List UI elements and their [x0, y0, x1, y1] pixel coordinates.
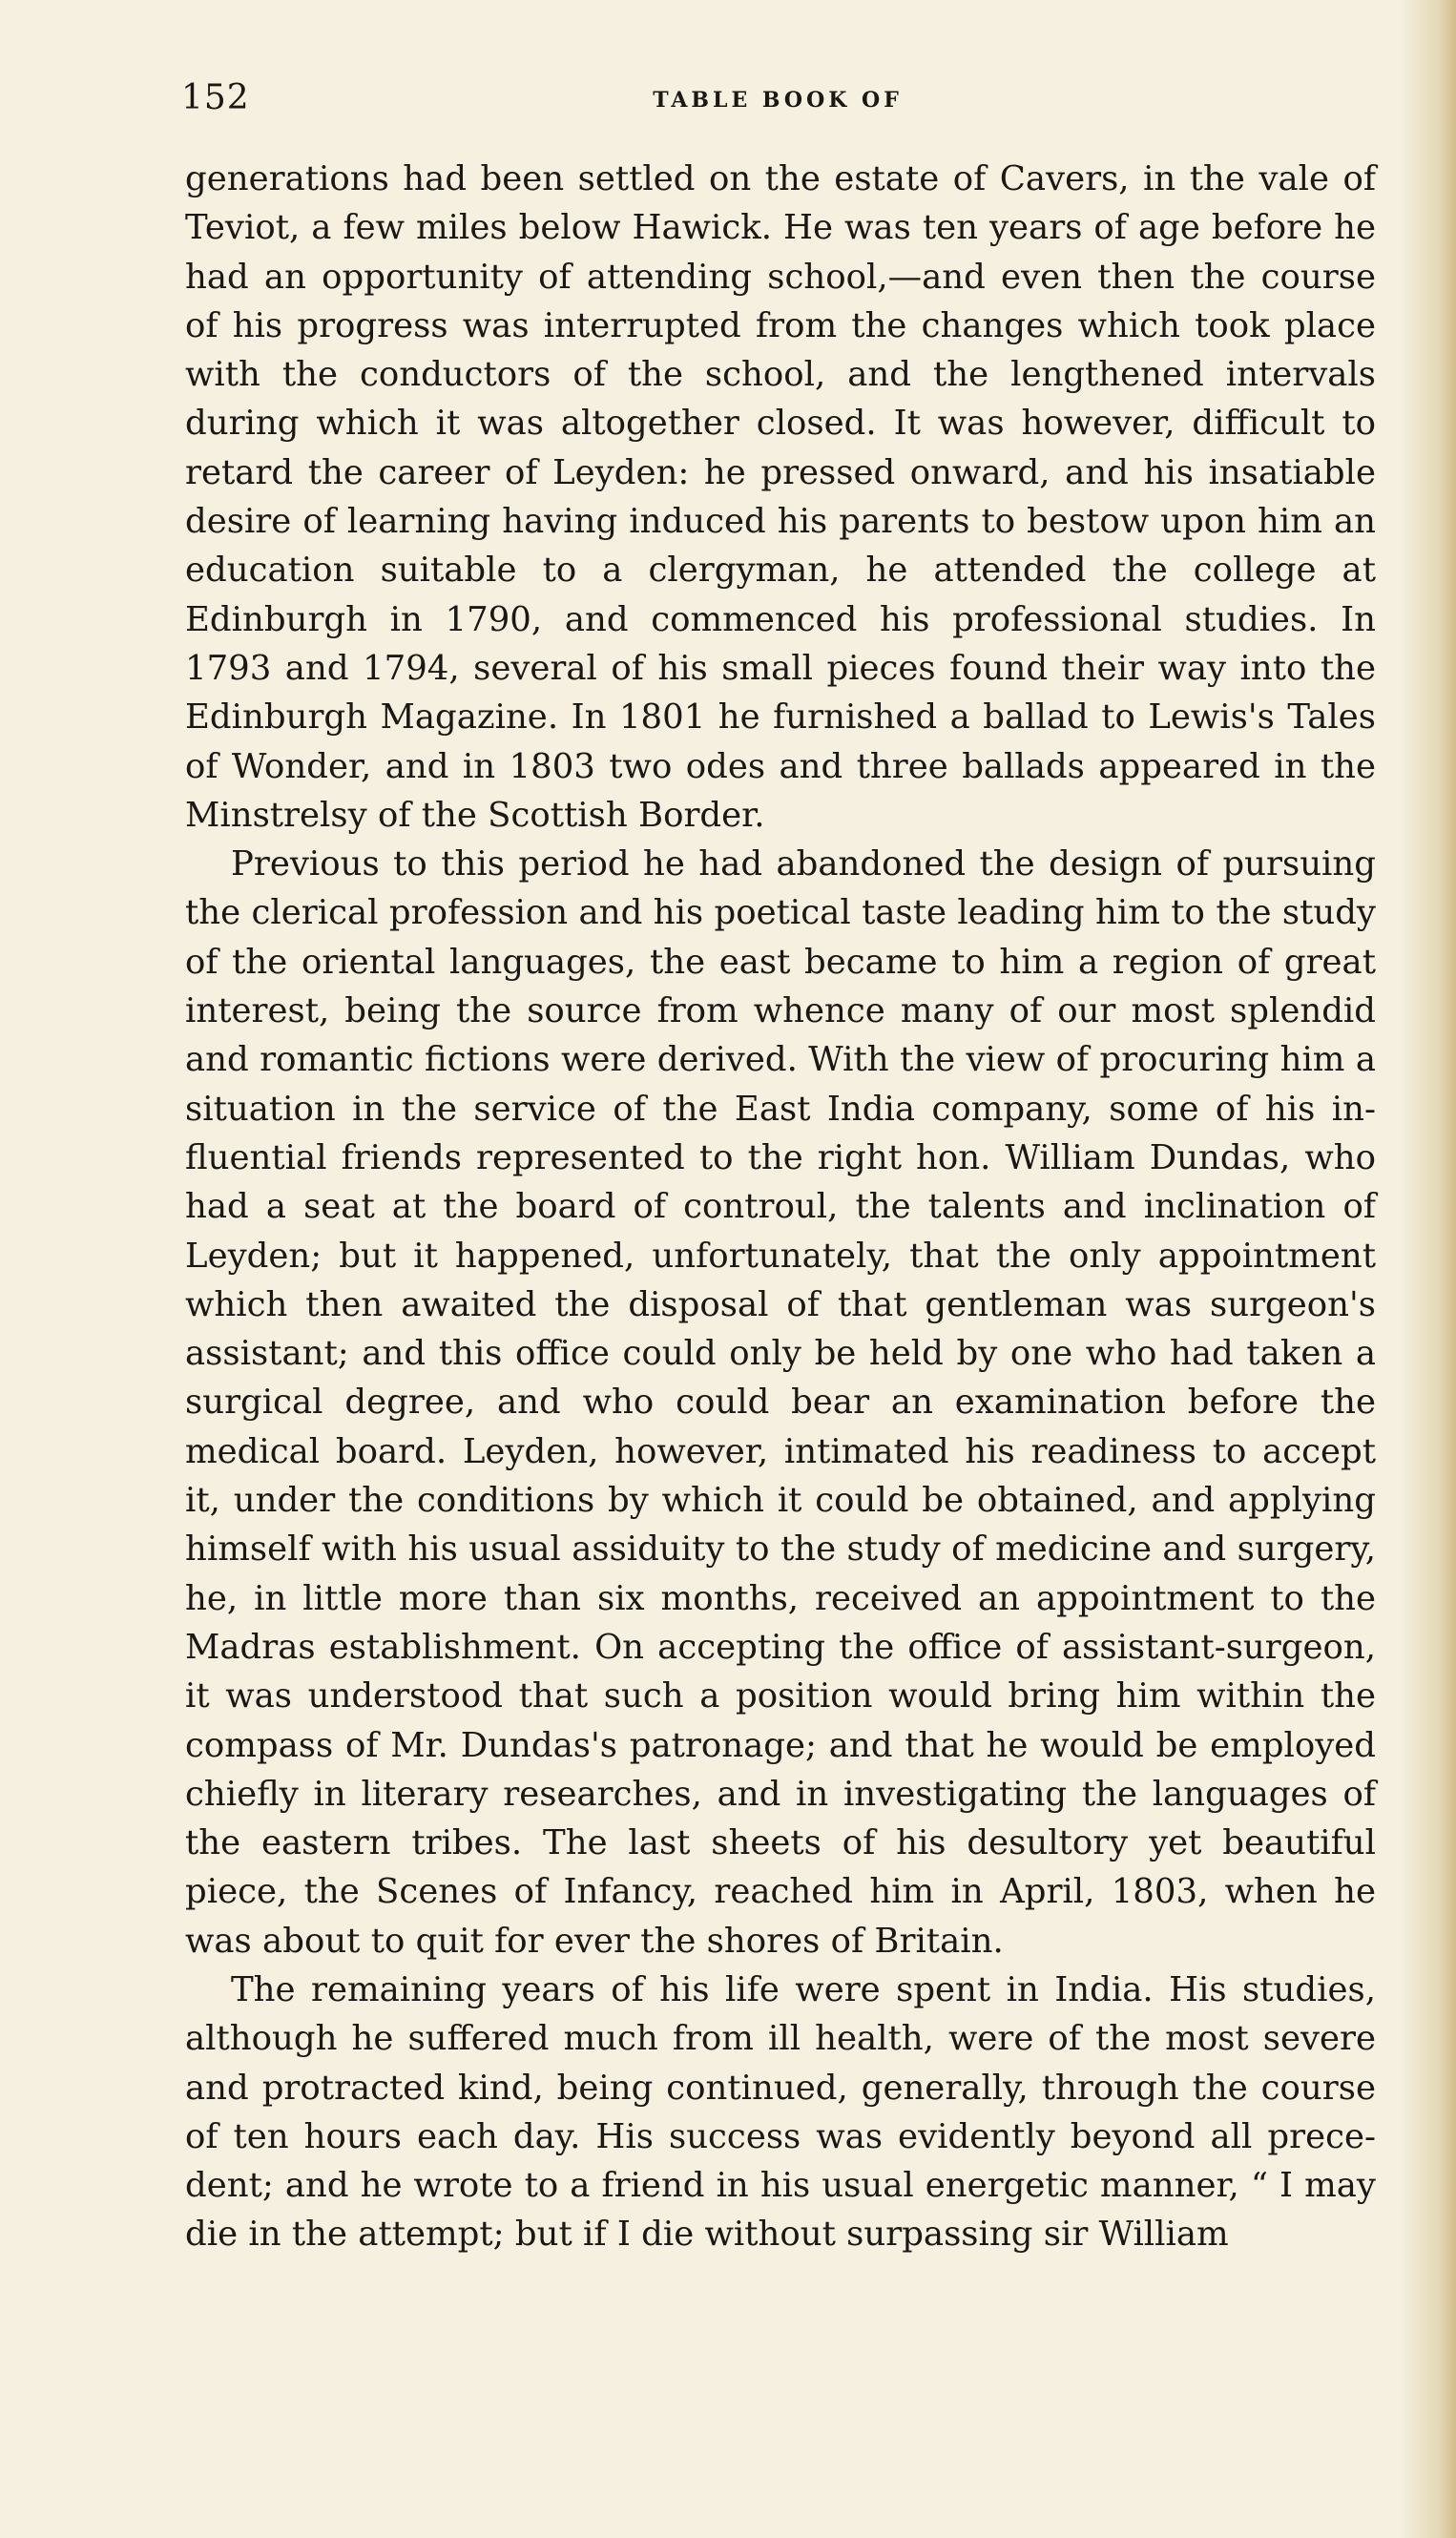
paragraph: Previous to this period he had abandoned the design of pursuing the clerical profession and his poetical taste leading him to the study of the oriental languages, the east became to him a region of great interest, being the source from whence many of our most splendid and romantic fictions were derived. With the view of procuring him a situation in the service of the East India company, some of his influential friends represented to the right hon. William Dundas, who had a seat at the board of controul, the talents and inclination of Leyden; but it happened, unfortunately, that the only appointment which then awaited the disposal of that gentleman was surgeon's assistant; and this office could only be held by one who had taken a surgical degree, and who could bear an examination before the medical board. Leyden, however, intimated his readiness to accept it, under the conditions by which it could be obtained, and applying himself with his usual assiduity to the study of medicine and surgery, he, in little more than six months, received an appointment to the Madras establishment. On accepting the office of assistant-surgeon, it was understood that such a position would bring him within the compass of Mr. Dundas's patronage; and that he would be employed chiefly in literary researches, and in investigating the languages of the eastern tribes. The last sheets of his desultory yet beautiful piece, the Scenes of Infancy, reached him in April, 1803, when he was about to quit for ever the shores of Britain.	[185, 844, 1376, 1961]
page-number: 152	[181, 78, 250, 117]
page-edge-shadow	[1399, 0, 1456, 2538]
paragraph: The remaining years of his life were spent in India. His studies, although he suffered much from ill health, were of the most severe and protracted kind, being continued, generally, through the course of ten hours each day. His success was evidently beyond all precedent; and he wrote to a friend in his usual energetic manner, “ I may die in the attempt; but if I die without surpassing sir William	[185, 1969, 1376, 2255]
body-text	[185, 155, 1376, 2259]
running-head	[181, 78, 1374, 135]
paragraph-continued: generations had been settled on the estate of Cavers, in the vale of Teviot, a few miles below Hawick. He was ten years of age before he had an opportunity of attending school,—and even then the course of his progress was interrupted from the changes which took place with the conductors of the school, and the lengthened intervals during which it was altogether closed. It was however, difficult to retard the career of Leyden: he pressed onward, and his insatiable desire of learning having induced his parents to bestow upon him an education suitable to a clergyman, he attended the college at Edinburgh in 1790, and commenced his professional studies. In 1793 and 1794, several of his small pieces found their way into the Edinburgh Magazine. In 1801 he furnished a ballad to Lewis's Tales of Wonder, and in 1803 two odes and three ballads appeared in the Minstrelsy of the Scottish Border.	[185, 159, 1376, 835]
running-title: TABLE BOOK OF	[653, 88, 903, 113]
